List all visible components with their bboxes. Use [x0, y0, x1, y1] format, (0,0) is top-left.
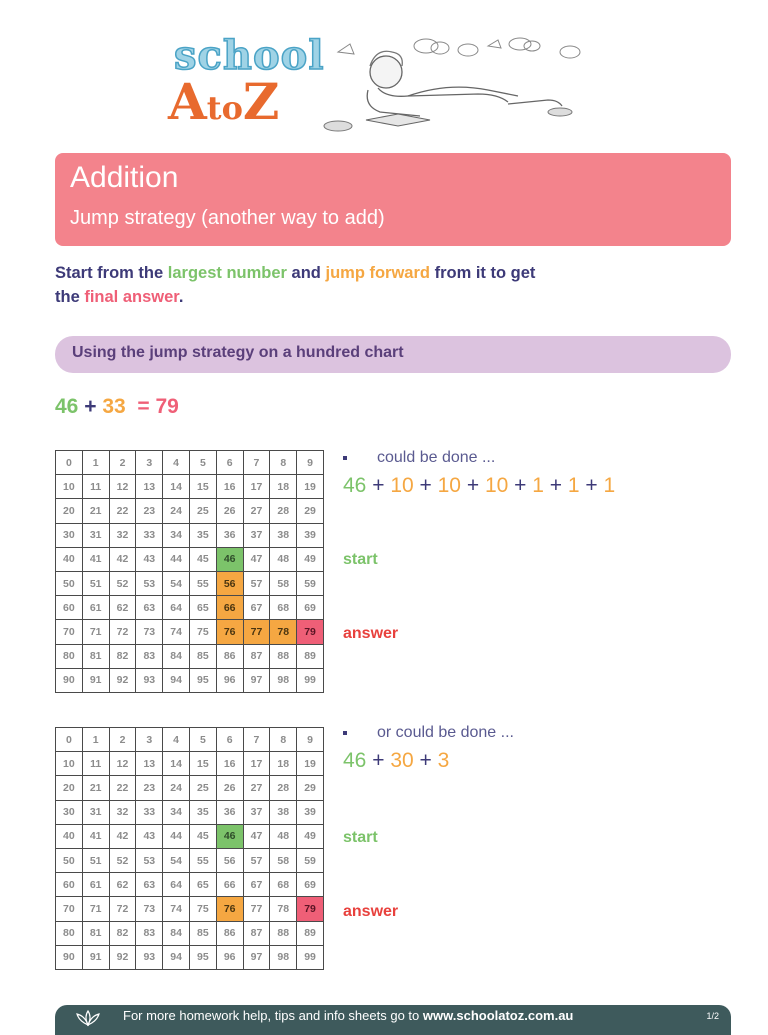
chart-row	[56, 897, 324, 921]
plus-sign: +	[372, 749, 385, 772]
lotus-icon	[73, 1009, 103, 1027]
chart-cell-69: 69	[297, 873, 324, 897]
chart-cell-44: 44	[163, 547, 190, 571]
chart-cell-53: 53	[136, 848, 163, 872]
chart-cell-66: 66	[216, 596, 243, 620]
chart-cell-25: 25	[189, 499, 216, 523]
chart-cell-80: 80	[56, 921, 83, 945]
chart-cell-57: 57	[243, 571, 270, 595]
chart-cell-94: 94	[163, 945, 190, 969]
chart-cell-36: 36	[216, 523, 243, 547]
chart-cell-68: 68	[270, 596, 297, 620]
chart-cell-62: 62	[109, 596, 136, 620]
chart-cell-6: 6	[216, 451, 243, 475]
chart-cell-61: 61	[82, 873, 109, 897]
chart-cell-72: 72	[109, 897, 136, 921]
chart-cell-27: 27	[243, 499, 270, 523]
logo-school-text: school	[174, 32, 325, 79]
chart-row	[56, 475, 324, 499]
chart-cell-60: 60	[56, 873, 83, 897]
chart-cell-7: 7	[243, 728, 270, 752]
chart-cell-39: 39	[297, 800, 324, 824]
chart-cell-57: 57	[243, 848, 270, 872]
chart-cell-38: 38	[270, 523, 297, 547]
chart-cell-41: 41	[82, 547, 109, 571]
chart-cell-30: 30	[56, 800, 83, 824]
plus-sign: +	[514, 474, 527, 497]
example1-start-label: start	[343, 551, 378, 568]
chart-cell-1: 1	[82, 451, 109, 475]
plus-sign: +	[585, 474, 598, 497]
chart-row	[56, 571, 324, 595]
example2-start-label: start	[343, 829, 378, 846]
chart-row	[56, 873, 324, 897]
section-heading-bar	[55, 336, 731, 373]
chart-cell-8: 8	[270, 728, 297, 752]
chart-cell-53: 53	[136, 571, 163, 595]
chart-cell-23: 23	[136, 776, 163, 800]
chart-cell-47: 47	[243, 824, 270, 848]
chart-cell-48: 48	[270, 824, 297, 848]
chart-cell-8: 8	[270, 451, 297, 475]
chart-cell-54: 54	[163, 848, 190, 872]
chart-cell-66: 66	[216, 873, 243, 897]
sum-term: 30	[390, 749, 414, 772]
chart-cell-46: 46	[216, 824, 243, 848]
chart-row	[56, 776, 324, 800]
chart-cell-71: 71	[82, 897, 109, 921]
chart-cell-19: 19	[297, 475, 324, 499]
chart-cell-93: 93	[136, 945, 163, 969]
chart-cell-76: 76	[216, 897, 243, 921]
plus-sign: +	[419, 749, 432, 772]
chart-cell-61: 61	[82, 596, 109, 620]
chart-cell-0: 0	[56, 728, 83, 752]
chart-cell-51: 51	[82, 848, 109, 872]
chart-cell-22: 22	[109, 776, 136, 800]
chart-cell-34: 34	[163, 800, 190, 824]
chart-cell-71: 71	[82, 620, 109, 644]
chart-cell-76: 76	[216, 620, 243, 644]
chart-cell-34: 34	[163, 523, 190, 547]
chart-cell-33: 33	[136, 523, 163, 547]
chart-cell-83: 83	[136, 644, 163, 668]
chart-cell-69: 69	[297, 596, 324, 620]
chart-cell-85: 85	[189, 644, 216, 668]
chart-cell-62: 62	[109, 873, 136, 897]
chart-cell-2: 2	[109, 451, 136, 475]
hundred-chart-2	[55, 727, 324, 970]
footer-bar	[55, 1005, 731, 1035]
chart-cell-46: 46	[216, 547, 243, 571]
chart-cell-51: 51	[82, 571, 109, 595]
chart-cell-3: 3	[136, 728, 163, 752]
chart-cell-90: 90	[56, 668, 83, 692]
chart-cell-97: 97	[243, 945, 270, 969]
chart-cell-24: 24	[163, 776, 190, 800]
chart-cell-1: 1	[82, 728, 109, 752]
chart-cell-79: 79	[297, 620, 324, 644]
chart-row	[56, 668, 324, 692]
chart-cell-37: 37	[243, 800, 270, 824]
chart-cell-64: 64	[163, 596, 190, 620]
chart-cell-50: 50	[56, 571, 83, 595]
chart-cell-59: 59	[297, 848, 324, 872]
chart-cell-29: 29	[297, 499, 324, 523]
example2-bullet: or could be done ...	[343, 724, 514, 742]
chart-cell-0: 0	[56, 451, 83, 475]
chart-cell-55: 55	[189, 848, 216, 872]
chart-cell-97: 97	[243, 668, 270, 692]
chart-cell-16: 16	[216, 752, 243, 776]
page-number: 1/2	[706, 1011, 719, 1021]
reading-boy-illustration	[308, 32, 608, 142]
chart-cell-42: 42	[109, 824, 136, 848]
chart-row	[56, 596, 324, 620]
chart-cell-13: 13	[136, 475, 163, 499]
chart-cell-20: 20	[56, 499, 83, 523]
chart-cell-86: 86	[216, 921, 243, 945]
example1-sum	[343, 474, 615, 498]
chart-cell-65: 65	[189, 873, 216, 897]
chart-row	[56, 824, 324, 848]
chart-cell-48: 48	[270, 547, 297, 571]
chart-cell-75: 75	[189, 620, 216, 644]
chart-cell-87: 87	[243, 644, 270, 668]
sum-term: 46	[343, 474, 367, 497]
chart-cell-42: 42	[109, 547, 136, 571]
chart-cell-5: 5	[189, 728, 216, 752]
chart-row	[56, 451, 324, 475]
chart-cell-12: 12	[109, 752, 136, 776]
chart-cell-29: 29	[297, 776, 324, 800]
chart-cell-70: 70	[56, 897, 83, 921]
chart-cell-88: 88	[270, 644, 297, 668]
chart-cell-40: 40	[56, 824, 83, 848]
chart-cell-81: 81	[82, 921, 109, 945]
chart-cell-49: 49	[297, 824, 324, 848]
chart-cell-82: 82	[109, 644, 136, 668]
chart-cell-50: 50	[56, 848, 83, 872]
chart-cell-10: 10	[56, 752, 83, 776]
chart-cell-77: 77	[243, 897, 270, 921]
chart-cell-72: 72	[109, 620, 136, 644]
chart-cell-11: 11	[82, 752, 109, 776]
chart-cell-24: 24	[163, 499, 190, 523]
chart-cell-10: 10	[56, 475, 83, 499]
chart-cell-92: 92	[109, 668, 136, 692]
chart-cell-23: 23	[136, 499, 163, 523]
chart-cell-78: 78	[270, 897, 297, 921]
chart-cell-85: 85	[189, 921, 216, 945]
chart-cell-49: 49	[297, 547, 324, 571]
plus-sign: +	[466, 474, 480, 497]
chart-cell-91: 91	[82, 668, 109, 692]
chart-cell-36: 36	[216, 800, 243, 824]
plus-sign: +	[549, 474, 563, 497]
chart-cell-64: 64	[163, 873, 190, 897]
chart-cell-87: 87	[243, 921, 270, 945]
chart-cell-38: 38	[270, 800, 297, 824]
hundred-chart-1	[55, 450, 324, 693]
title-banner	[55, 153, 731, 246]
chart-cell-17: 17	[243, 475, 270, 499]
chart-cell-52: 52	[109, 848, 136, 872]
chart-cell-56: 56	[216, 848, 243, 872]
chart-cell-16: 16	[216, 475, 243, 499]
intro-text: Start from the largest number and jump forward from it to get the final answer.	[55, 264, 536, 306]
chart-cell-41: 41	[82, 824, 109, 848]
chart-cell-81: 81	[82, 644, 109, 668]
chart-cell-32: 32	[109, 800, 136, 824]
chart-cell-79: 79	[297, 897, 324, 921]
example1-bullet: could be done ...	[343, 449, 495, 467]
chart-cell-15: 15	[189, 475, 216, 499]
chart-cell-96: 96	[216, 668, 243, 692]
school-atoz-logo	[168, 32, 608, 142]
chart-row	[56, 800, 324, 824]
chart-cell-21: 21	[82, 499, 109, 523]
chart-cell-47: 47	[243, 547, 270, 571]
chart-cell-83: 83	[136, 921, 163, 945]
chart-cell-58: 58	[270, 848, 297, 872]
chart-row	[56, 523, 324, 547]
plus-sign: +	[419, 474, 432, 497]
chart-cell-31: 31	[82, 800, 109, 824]
chart-cell-90: 90	[56, 945, 83, 969]
chart-cell-75: 75	[189, 897, 216, 921]
chart-cell-3: 3	[136, 451, 163, 475]
chart-row	[56, 728, 324, 752]
chart-cell-39: 39	[297, 523, 324, 547]
chart-cell-52: 52	[109, 571, 136, 595]
chart-cell-45: 45	[189, 824, 216, 848]
page-title: Addition	[70, 161, 179, 194]
chart-cell-59: 59	[297, 571, 324, 595]
chart-cell-14: 14	[163, 752, 190, 776]
chart-cell-17: 17	[243, 752, 270, 776]
chart-cell-99: 99	[297, 668, 324, 692]
chart-cell-21: 21	[82, 776, 109, 800]
chart-cell-25: 25	[189, 776, 216, 800]
chart-cell-77: 77	[243, 620, 270, 644]
chart-cell-15: 15	[189, 752, 216, 776]
chart-cell-74: 74	[163, 620, 190, 644]
chart-cell-96: 96	[216, 945, 243, 969]
chart-cell-14: 14	[163, 475, 190, 499]
chart-cell-67: 67	[243, 596, 270, 620]
chart-cell-9: 9	[297, 728, 324, 752]
chart-cell-4: 4	[163, 451, 190, 475]
chart-cell-43: 43	[136, 547, 163, 571]
chart-row	[56, 921, 324, 945]
chart-cell-89: 89	[297, 921, 324, 945]
chart-cell-4: 4	[163, 728, 190, 752]
chart-cell-19: 19	[297, 752, 324, 776]
chart-cell-68: 68	[270, 873, 297, 897]
chart-cell-7: 7	[243, 451, 270, 475]
chart-cell-93: 93	[136, 668, 163, 692]
example2-sum	[343, 749, 449, 773]
chart-cell-20: 20	[56, 776, 83, 800]
chart-cell-80: 80	[56, 644, 83, 668]
sum-term: 1	[603, 474, 616, 497]
chart-cell-55: 55	[189, 571, 216, 595]
plus-sign: +	[372, 474, 385, 497]
chart-row	[56, 848, 324, 872]
chart-cell-98: 98	[270, 668, 297, 692]
chart-cell-56: 56	[216, 571, 243, 595]
chart-cell-27: 27	[243, 776, 270, 800]
chart-cell-45: 45	[189, 547, 216, 571]
chart-cell-63: 63	[136, 596, 163, 620]
section-heading: Using the jump strategy on a hundred chart	[72, 344, 404, 361]
chart-cell-89: 89	[297, 644, 324, 668]
chart-cell-33: 33	[136, 800, 163, 824]
chart-cell-74: 74	[163, 897, 190, 921]
chart-cell-26: 26	[216, 499, 243, 523]
chart-cell-35: 35	[189, 800, 216, 824]
chart-cell-2: 2	[109, 728, 136, 752]
chart-cell-88: 88	[270, 921, 297, 945]
chart-row	[56, 644, 324, 668]
chart-cell-70: 70	[56, 620, 83, 644]
chart-cell-44: 44	[163, 824, 190, 848]
example2-answer-label: answer	[343, 903, 399, 920]
footer-link[interactable]: www.schoolatoz.com.au	[422, 1008, 574, 1023]
sum-term: 10	[437, 474, 461, 497]
chart-cell-13: 13	[136, 752, 163, 776]
bullet-icon	[343, 456, 347, 460]
chart-cell-84: 84	[163, 644, 190, 668]
chart-cell-40: 40	[56, 547, 83, 571]
bullet-icon	[343, 731, 347, 735]
sum-term: 10	[390, 474, 414, 497]
chart-cell-43: 43	[136, 824, 163, 848]
page-subtitle: Jump strategy (another way to add)	[70, 207, 385, 229]
chart-cell-99: 99	[297, 945, 324, 969]
chart-cell-18: 18	[270, 475, 297, 499]
chart-cell-18: 18	[270, 752, 297, 776]
chart-row	[56, 547, 324, 571]
chart-cell-65: 65	[189, 596, 216, 620]
chart-row	[56, 752, 324, 776]
chart-cell-28: 28	[270, 499, 297, 523]
chart-row	[56, 499, 324, 523]
chart-cell-5: 5	[189, 451, 216, 475]
chart-cell-31: 31	[82, 523, 109, 547]
chart-row	[56, 620, 324, 644]
chart-cell-63: 63	[136, 873, 163, 897]
chart-cell-60: 60	[56, 596, 83, 620]
chart-cell-30: 30	[56, 523, 83, 547]
sum-term: 10	[484, 474, 509, 497]
chart-cell-6: 6	[216, 728, 243, 752]
chart-cell-32: 32	[109, 523, 136, 547]
chart-cell-54: 54	[163, 571, 190, 595]
chart-cell-95: 95	[189, 668, 216, 692]
chart-cell-82: 82	[109, 921, 136, 945]
sum-term: 1	[567, 474, 580, 497]
chart-cell-9: 9	[297, 451, 324, 475]
chart-cell-12: 12	[109, 475, 136, 499]
chart-cell-91: 91	[82, 945, 109, 969]
logo-atoz-text: AtoZ	[168, 72, 280, 131]
chart-cell-11: 11	[82, 475, 109, 499]
chart-cell-26: 26	[216, 776, 243, 800]
chart-cell-37: 37	[243, 523, 270, 547]
chart-cell-35: 35	[189, 523, 216, 547]
chart-cell-22: 22	[109, 499, 136, 523]
chart-cell-28: 28	[270, 776, 297, 800]
chart-cell-73: 73	[136, 620, 163, 644]
chart-cell-78: 78	[270, 620, 297, 644]
chart-row	[56, 945, 324, 969]
chart-cell-73: 73	[136, 897, 163, 921]
chart-cell-86: 86	[216, 644, 243, 668]
sum-term: 3	[437, 749, 450, 772]
example1-answer-label: answer	[343, 625, 399, 642]
chart-cell-95: 95	[189, 945, 216, 969]
sum-term: 46	[343, 749, 367, 772]
chart-cell-84: 84	[163, 921, 190, 945]
chart-cell-98: 98	[270, 945, 297, 969]
chart-cell-92: 92	[109, 945, 136, 969]
chart-cell-67: 67	[243, 873, 270, 897]
main-equation: 46 + 33 = 79	[55, 395, 179, 418]
chart-cell-94: 94	[163, 668, 190, 692]
footer-text: For more homework help, tips and info sheets go to www.schoolatoz.com.au	[123, 1008, 574, 1023]
chart-cell-58: 58	[270, 571, 297, 595]
sum-term: 1	[532, 474, 544, 497]
